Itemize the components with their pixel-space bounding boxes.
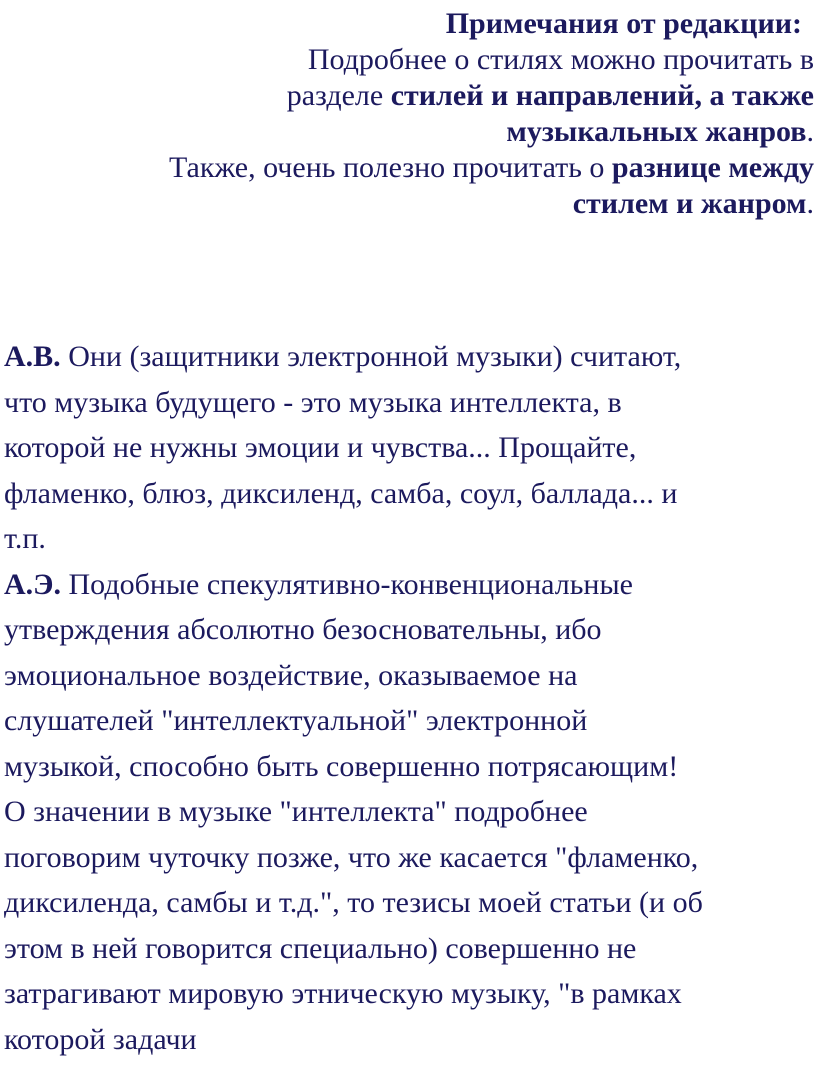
dialogue-line: затрагивают мировую этническую музыку, "в рамках [4, 977, 682, 1010]
editor-note-line [14, 186, 814, 222]
note-text: . [806, 187, 814, 220]
dialogue-line: поговорим чуточку позже, что же касается "фламенко, [4, 840, 699, 874]
note-text: Также, очень полезно прочитать о [168, 151, 612, 184]
editor-note [14, 6, 814, 222]
note-text: Подробнее о стилях можно прочитать в [307, 43, 814, 76]
dialogue-line: слушателей "интеллектуальной" электронной [4, 704, 588, 737]
dialogue-line: эмоциональное воздействие, оказываемое на [4, 658, 578, 692]
dialogue-text: Подобные спекулятивно-конвенциональные [61, 567, 633, 601]
dialogue-line: музыкой, способно быть совершенно потрясающим! [4, 749, 679, 783]
dialogue-line [4, 334, 814, 380]
note-text: разделе [286, 79, 391, 112]
editor-note-line [14, 78, 814, 114]
dialogue-line: О значении в музыке "интеллекта" подробнее [4, 795, 588, 828]
dialogue-line: которой не нужны эмоции и чувства... Прощайте, [4, 431, 637, 464]
dialogue-line: этом в ней говорится специально) совершенно не [4, 931, 637, 965]
dialogue-line [4, 562, 814, 608]
note-text: . [806, 115, 814, 148]
dialogue-line: фламенко, блюз, диксиленд, самба, соул, баллада... и [4, 476, 678, 510]
interview-dialogue [4, 334, 814, 1062]
style-genre-difference-link[interactable]: разнице между [611, 151, 814, 184]
speaker-label: А.Э. [4, 567, 62, 601]
speaker-label: А.В. [4, 340, 61, 373]
editor-note-line [14, 150, 814, 186]
editor-note-line [14, 114, 814, 150]
dialogue-line: диксиленда, самбы и т.д.", то тезисы моей статьи (и об [4, 886, 703, 919]
editor-note-title: Примечания от редакции: [445, 7, 802, 40]
style-genre-difference-link[interactable]: стилем и жанром [572, 187, 807, 220]
dialogue-line: утверждения абсолютно безосновательны, ибо [4, 613, 602, 646]
music-genres-link[interactable]: музыкальных жанров [506, 115, 807, 148]
styles-directions-link[interactable]: стилей и направлений, а также [390, 79, 814, 112]
dialogue-line: что музыка будущего - это музыка интеллекта, в [4, 385, 622, 419]
dialogue-text: Они (защитники электронной музыки) считают, [60, 340, 682, 373]
dialogue-line: которой задачи [4, 1022, 197, 1056]
dialogue-line: т.п. [4, 522, 46, 555]
editor-note-line [14, 42, 814, 78]
